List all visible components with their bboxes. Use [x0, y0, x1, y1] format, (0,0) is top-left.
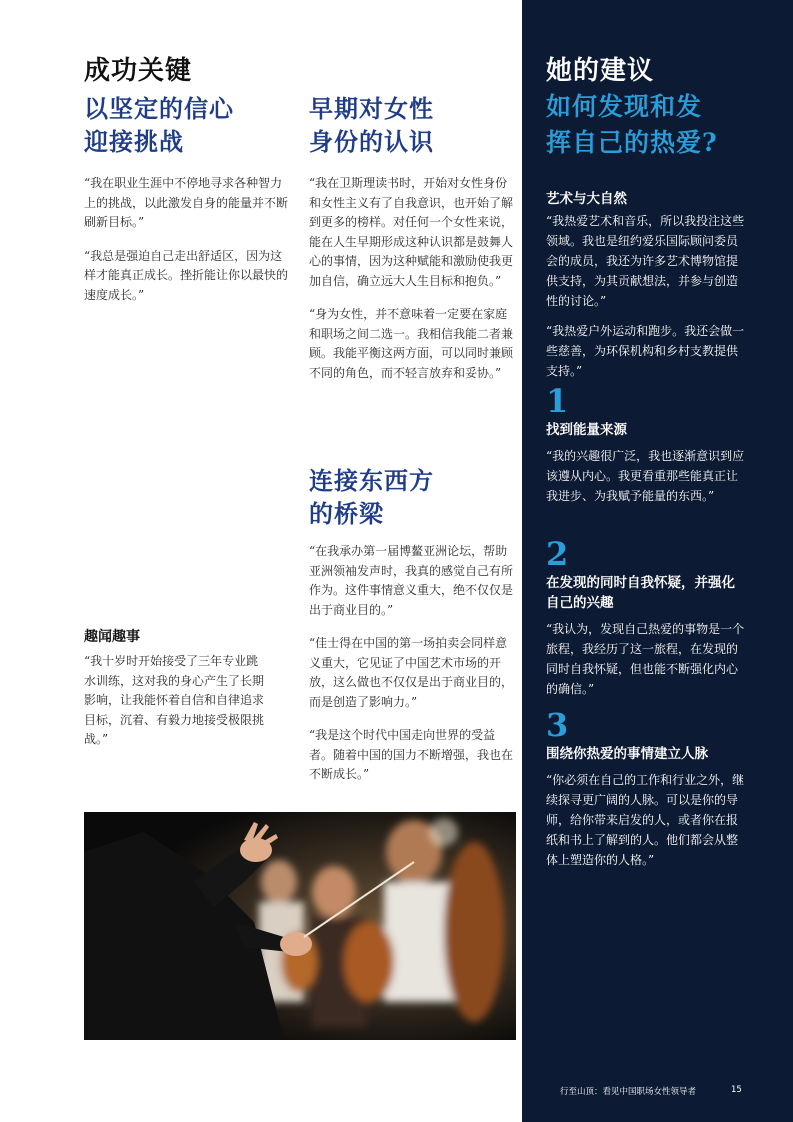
- intro-subtitle: 艺术与大自然: [546, 191, 627, 207]
- challenge-heading: [84, 92, 289, 158]
- tip-2-title: 在发现的同时自我怀疑，并强化自己的兴趣: [546, 575, 735, 611]
- section-title: 成功关键: [84, 56, 193, 86]
- tip-1-number: 1: [546, 382, 569, 420]
- tip-2: [546, 537, 746, 699]
- challenge-heading-line1: 以坚定的信心: [84, 94, 234, 123]
- identity-quote-2: “身为女性，并不意味着一定要在家庭和职场之间二选一。我相信我能二者兼顾。我能平衡这两方面，可以同时兼顾不同的角色，而不轻言放弃和妥协。”: [309, 307, 514, 380]
- challenge-quote-2: “我总是强迫自己走出舒适区，因为这样才能真正成长。挫折能让你以最快的速度成长。”: [84, 248, 289, 302]
- fun-fact: [84, 626, 264, 764]
- tip-1-text: “我的兴趣很广泛，我也逐渐意识到应该遵从内心。我更看重那些能真正让我进步、为我赋予能量的东西。”: [546, 449, 745, 503]
- conductor-photo: [84, 812, 516, 1040]
- identity-column: [309, 92, 516, 397]
- identity-heading-line1: 早期对女性: [309, 94, 434, 123]
- tip-3-title: 围绕你热爱的事情建立人脉: [546, 746, 708, 762]
- identity-heading: [309, 92, 516, 158]
- tip-3-number: 3: [546, 706, 569, 744]
- tip-2-text: “我认为，发现自己热爱的事物是一个旅程，我经历了这一旅程，在发现的同时自我怀疑，但也能不断强化内心的确信。”: [546, 622, 745, 696]
- bridge-heading-line2: 的桥梁: [309, 499, 384, 528]
- challenge-heading-line2: 迎接挑战: [84, 127, 184, 156]
- page-number: 15: [731, 1085, 742, 1095]
- identity-heading-line2: 身份的认识: [309, 127, 434, 156]
- sidebar-heading-line1: 如何发现和发: [546, 92, 703, 121]
- bridge-quote-1: “在我承办第一届博鳌亚洲论坛，帮助亚洲领袖发声时，我真的感觉自己有所作为。这件事情意义重大，绝不仅仅是出于商业目的。”: [309, 544, 514, 617]
- tip-1: [546, 384, 746, 506]
- bridge-section: [309, 464, 516, 799]
- tip-3-text: “你必须在自己的工作和行业之外，继续探寻更广阔的人脉。可以是你的导师，给你带来启发的人，或者你在报纸和书上了解到的人。他们都会从整体上塑造你的人格。”: [546, 773, 745, 867]
- tip-1-title: 找到能量来源: [546, 422, 627, 438]
- intro-quote-1: “我热爱艺术和音乐，所以我投注这些领域。我也是纽约爱乐国际顾问委员会的成员，我还为许多艺术博物馆提供支持，为其贡献想法，并参与创造性的讨论。”: [546, 214, 745, 308]
- intro-quote-2: “我热爱户外运动和跑步。我还会做一些慈善，为环保机构和乡村支教提供支持。”: [546, 324, 745, 378]
- conductor-photo-illustration: [84, 812, 516, 1040]
- tip-3: [546, 708, 746, 870]
- challenge-column: [84, 92, 289, 319]
- identity-quote-1: “我在卫斯理读书时，开始对女性身份和女性主义有了自我意识，也开始了解到更多的榜样。对任何一个女性来说，能在人生早期形成这种认识都是鼓舞人心的事情，因为这种赋能和激励使我更加自信，确立远大人生目标和抱负。”: [309, 176, 514, 288]
- bridge-quote-3: “我是这个时代中国走向世界的受益者。随着中国的国力不断增强，我也在不断成长。”: [309, 728, 514, 781]
- footer-title: 行至山顶：看见中国职场女性领导者: [560, 1087, 697, 1097]
- tip-2-number: 2: [546, 535, 569, 573]
- bridge-heading-line1: 连接东西方: [309, 466, 434, 495]
- sidebar-heading: [546, 89, 776, 161]
- bridge-quote-2: “佳士得在中国的第一场拍卖会同样意义重大，它见证了中国艺术市场的开放，这么做也不仅仅是出于商业目的，而是创造了影响力。”: [309, 636, 514, 709]
- bridge-heading: [309, 464, 516, 530]
- challenge-quote-1: “我在职业生涯中不停地寻求各种智力上的挑战，以此激发自身的能量并不断刷新目标。”: [84, 176, 289, 229]
- sidebar-title: 她的建议: [546, 56, 655, 86]
- sidebar-heading-line2: 挥自己的热爱?: [546, 128, 718, 157]
- sidebar-intro: [546, 189, 746, 381]
- fun-fact-text: “我十岁时开始接受了三年专业跳水训练，这对我的身心产生了长期影响，让我能怀着自信和自律追求目标，沉着、有毅力地接受极限挑战。”: [84, 654, 265, 746]
- fun-fact-title: 趣闻趣事: [84, 629, 140, 645]
